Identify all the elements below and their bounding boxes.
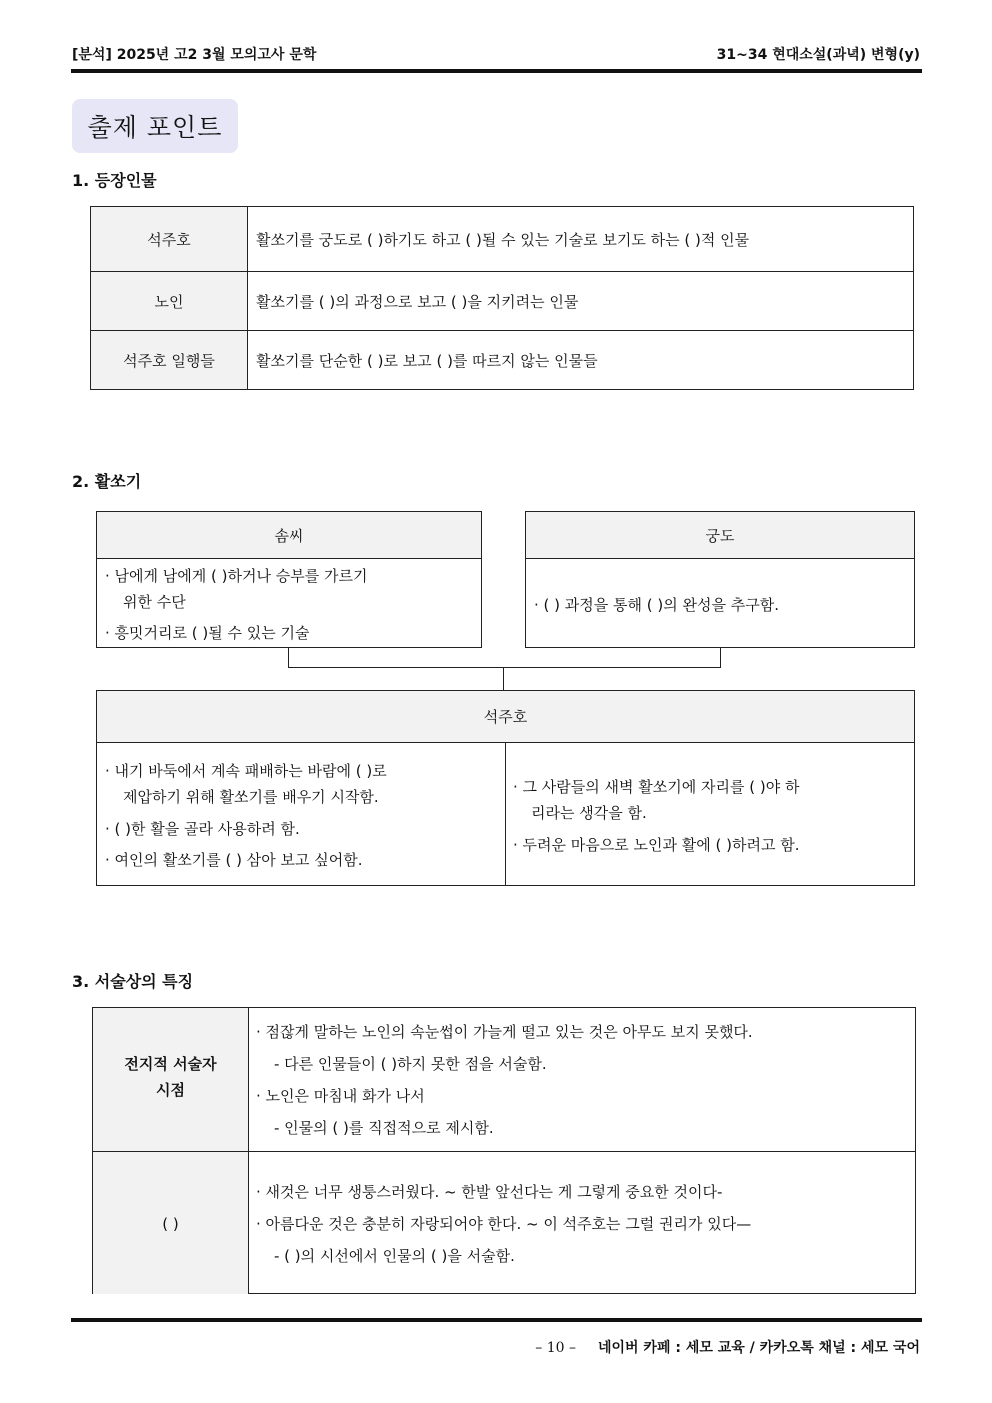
archery-way-box-head: 궁도 [526,512,914,559]
list-item: 리라는 생각을 함. [531,804,647,822]
header-right-title: 31~34 현대소설(과녁) 변형(y) [716,47,920,63]
footer-channel: 네이버 카페 : 세모 교육 / 카카오톡 채널 : 세모 국어 [597,1340,920,1356]
footer [535,1337,920,1357]
list-item: · 내기 바둑에서 계속 패배하는 바람에 ( )로 [105,762,387,780]
list-item: 위한 수단 [123,593,186,611]
section1-title: 1. 등장인물 [72,171,157,190]
list-item: · 흥밋거리로 ( )될 수 있는 기술 [105,624,310,642]
list-item: · 새것은 너무 생퉁스러웠다. ~ 한발 앞선다는 게 그렇게 중요한 것이다- [256,1183,723,1201]
row-label: 노인 [91,272,248,331]
list-item: · 그 사람들의 새벽 활쏘기에 자리를 ( )야 하 [513,778,800,796]
row-label: 석주호 [91,207,248,272]
list-item: · ( )한 활을 골라 사용하려 함. [105,820,300,838]
row-text: 활쏘기를 단순한 ( )로 보고 ( )를 따르지 않는 인물들 [248,331,914,390]
skill-box [96,511,482,648]
narration-table [92,1007,916,1294]
row-label: ( ) [162,1215,179,1233]
characters-table [90,206,914,390]
row-text: 활쏘기를 ( )의 과정으로 보고 ( )을 지키려는 인물 [248,272,914,331]
list-item: - ( )의 시선에서 인물의 ( )을 서술함. [274,1247,515,1265]
section2-title: 2. 활쏘기 [72,472,142,491]
connector-line [288,667,721,668]
list-item: · ( ) 과정을 통해 ( )의 완성을 추구함. [534,596,779,614]
seok-juho-box-head: 석주호 [97,691,914,743]
list-item: · 여인의 활쏘기를 ( ) 삼아 보고 싶어함. [105,851,363,869]
section3-title: 3. 서술상의 특징 [72,972,194,991]
list-item: - 인물의 ( )를 직접적으로 제시함. [274,1119,494,1137]
row-label: 전지적 서술자 [124,1055,217,1073]
header-rule [71,69,922,73]
list-item: · 두려운 마음으로 노인과 활에 ( )하려고 함. [513,836,800,854]
footer-rule [71,1318,922,1322]
list-item: 제압하기 위해 활쏘기를 배우기 시작함. [123,788,379,806]
row-label: 석주호 일행들 [91,331,248,390]
page-number: – 10 – [535,1340,576,1356]
header-left-title: [분석] 2025년 고2 3월 모의고사 문학 [72,47,317,63]
divider [505,742,506,886]
connector-line [720,647,721,668]
list-item: · 노인은 마침내 화가 나서 [256,1087,425,1105]
section-badge: 출제 포인트 [72,99,238,153]
skill-box-head: 솜씨 [97,512,481,559]
row-text: 활쏘기를 궁도로 ( )하기도 하고 ( )될 수 있는 기술로 보기도 하는 ( )적 인물 [248,207,914,272]
table-row [91,331,914,390]
list-item: · 점잖게 말하는 노인의 속눈썹이 가늘게 떨고 있는 것은 아무도 보지 못했다. [256,1023,753,1041]
seok-juho-box [96,690,915,886]
connector-line [288,647,289,668]
table-row [91,207,914,272]
list-item: - 다른 인물들이 ( )하지 못한 점을 서술함. [274,1055,547,1073]
row-label: 시점 [156,1081,185,1099]
list-item: · 아름다운 것은 충분히 자랑되어야 한다. ~ 이 석주호는 그럴 권리가 있다— [256,1215,752,1233]
archery-way-box [525,511,915,648]
list-item: · 남에게 남에게 ( )하거나 승부를 가르기 [105,567,368,585]
table-row [91,272,914,331]
connector-line [503,667,504,690]
